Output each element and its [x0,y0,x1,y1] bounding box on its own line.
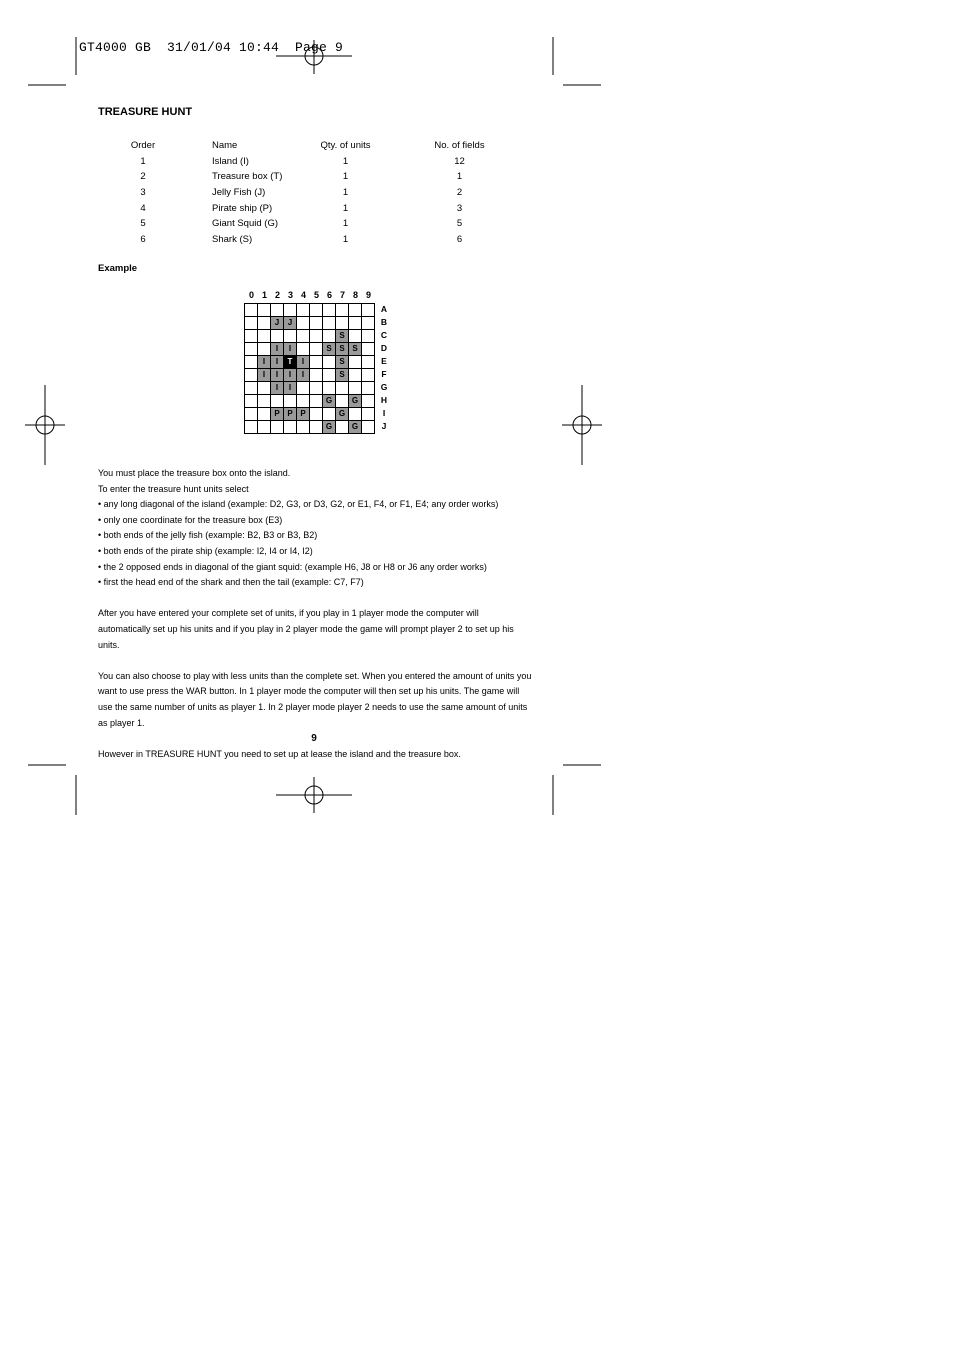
grid-column-label: 8 [352,290,358,300]
grid-cell: G [349,421,362,434]
grid-cell [349,369,362,382]
grid-cell [323,330,336,343]
cell-order: 4 [140,202,146,214]
grid-cell [245,330,258,343]
grid-cell [258,317,271,330]
grid-cell [284,421,297,434]
page-number: 9 [311,733,317,744]
grid-cell [310,408,323,421]
table-row [98,185,526,201]
grid-cell: I [297,356,310,369]
print-slug: GT4000 GB 31/01/04 10:44 Page 9 [79,40,344,55]
grid-cell [362,382,375,395]
grid-row-label: G [380,382,388,392]
grid-cell: J [271,317,284,330]
grid-row-label: C [380,330,388,340]
grid-cell [323,369,336,382]
grid-cell [362,304,375,317]
grid-cell: P [284,408,297,421]
grid-cell [323,356,336,369]
grid-cell [245,408,258,421]
grid-cell [323,382,336,395]
grid-cell: I [271,369,284,382]
grid-cell [362,343,375,356]
grid-cell [245,317,258,330]
grid-cell [297,330,310,343]
example-label: Example [98,263,138,274]
grid-cell: S [336,343,349,356]
grid-cell [284,330,297,343]
grid-cell [362,317,375,330]
grid-cell: S [349,343,362,356]
cell-order: 5 [140,218,146,230]
grid-cell [362,421,375,434]
grid-cell [310,317,323,330]
column-header-order: Order [130,140,156,152]
grid-cell [336,304,349,317]
table-row [98,216,526,232]
grid-cell [362,408,375,421]
list-item: • any long diagonal of the island (example: D2, G3, or D3, G2, or E1, F4, or F1, E4; any order works) [98,499,499,510]
units-table [98,138,526,247]
grid-cell: I [284,382,297,395]
section-title: TREASURE HUNT [98,106,193,118]
grid-cell [297,304,310,317]
grid-cell [258,395,271,408]
grid-cell [258,343,271,356]
grid-cell [336,395,349,408]
list-item: • the 2 opposed ends in diagonal of the giant squid: (example H6, J8 or H8 or J6 any order works) [98,561,487,572]
grid-row-label: D [380,343,388,353]
grid-column-label: 9 [365,290,371,300]
intro-line: You must place the treasure box onto the island. [98,468,291,478]
list-item: • first the head end of the shark and then the tail (example: C7, F7) [98,577,364,588]
grid-cell: T [284,356,297,369]
list-item: • both ends of the jelly fish (example: B2, B3 or B3, B2) [98,530,318,541]
grid-cell [336,382,349,395]
table-row [98,232,526,248]
grid-cell [284,304,297,317]
grid-row-labels [378,303,390,433]
grid-cell [245,304,258,317]
grid-cell: I [271,356,284,369]
column-header-qty: Qty. of units [320,140,371,152]
grid-cell [245,343,258,356]
grid-cell [245,395,258,408]
grid-cell [245,369,258,382]
grid-cell [271,330,284,343]
grid-cell [271,421,284,434]
cell-qty: 1 [342,155,349,167]
grid-board [244,303,375,434]
cell-qty: 1 [342,187,349,199]
grid-row-label: A [380,304,388,314]
grid-cell [310,421,323,434]
grid-cell [310,395,323,408]
paragraph: You can also choose to play with less units than the complete set. When you entered the amount of units you want to use press the WAR button. In 1 player mode the computer will then set up his units. The game will use the same number of units as player 1. In 2 player mode player 2 needs to use the same amount of units as player 1. [98,670,532,728]
grid-cell [258,330,271,343]
grid-column-labels [244,290,384,302]
grid-cell [349,408,362,421]
grid-row-label: E [381,356,387,366]
table-row [98,154,526,170]
grid-cell [349,317,362,330]
table-row [98,200,526,216]
cell-qty: 1 [342,202,349,214]
grid-cell: G [336,408,349,421]
grid-cell [245,356,258,369]
grid-cell: I [284,343,297,356]
grid-cell [284,395,297,408]
cell-qty: 1 [342,233,349,245]
intro-line: To enter the treasure hunt units select [98,483,249,494]
grid-row-label: F [381,369,387,379]
grid-cell: S [336,330,349,343]
grid-cell: S [336,356,349,369]
cell-fields: 3 [456,202,463,214]
grid-cell [245,421,258,434]
grid-column-label: 3 [287,290,293,300]
grid-cell: I [284,369,297,382]
table-row [98,169,526,185]
grid-cell [297,382,310,395]
grid-cell [310,330,323,343]
cell-fields: 12 [454,155,465,167]
grid-cell [297,343,310,356]
grid-cell: I [271,382,284,395]
grid-cell [271,395,284,408]
grid-row-label: B [380,317,388,327]
grid-cell [310,304,323,317]
grid-row-label: H [380,395,388,405]
grid-cell: I [258,369,271,382]
grid-cell [349,356,362,369]
grid-cell: P [271,408,284,421]
grid-cell [297,317,310,330]
grid-cell [362,356,375,369]
grid-cell [271,304,284,317]
cell-order: 2 [140,171,146,183]
grid-cell [349,382,362,395]
grid-cell [310,343,323,356]
grid-cell [349,304,362,317]
grid-column-label: 7 [339,290,345,300]
grid-cell [258,304,271,317]
list-item: • both ends of the pirate ship (example: I2, I4 or I4, I2) [98,545,313,556]
grid-cell [349,330,362,343]
cell-fields: 6 [456,233,463,245]
grid-cell [310,369,323,382]
instructions [98,466,532,762]
grid-cell: P [297,408,310,421]
cell-name: Treasure box (T) [212,171,283,183]
grid-column-label: 4 [300,290,306,300]
grid-cell: G [349,395,362,408]
cell-qty: 1 [342,218,349,230]
grid-cell [362,330,375,343]
grid-cell [310,356,323,369]
grid-cell: J [284,317,297,330]
cell-name: Pirate ship (P) [212,202,273,214]
grid-column-label: 2 [274,290,280,300]
cell-order: 3 [140,187,146,199]
cell-name: Island (I) [212,155,249,167]
grid-cell [297,395,310,408]
grid-column-label: 0 [248,290,254,300]
grid-cell: I [258,356,271,369]
grid-column-label: 1 [261,290,267,300]
cell-name: Shark (S) [212,233,253,245]
column-header-name: Name [212,140,238,152]
grid-cell [297,421,310,434]
grid-cell [323,317,336,330]
grid-column-label: 5 [313,290,319,300]
column-header-fields: No. of fields [434,140,485,152]
grid-cell: G [323,421,336,434]
cell-qty: 1 [342,171,349,183]
grid-cell [336,317,349,330]
grid-row-label: I [382,408,386,418]
table-header-row [98,138,526,154]
grid-cell: S [323,343,336,356]
grid-cell: I [297,369,310,382]
grid-cell: S [336,369,349,382]
paragraph: However in TREASURE HUNT you need to set up at lease the island and the treasure box. [98,748,461,759]
cell-order: 1 [140,155,146,167]
grid-cell [362,369,375,382]
grid-cell: I [271,343,284,356]
grid-column-label: 6 [326,290,332,300]
paragraph: After you have entered your complete set of units, if you play in 1 player mode the computer will automatically set up his units and if you play in 2 player mode the game will prompt player 2 to set up his units. [98,608,514,650]
cell-name: Giant Squid (G) [212,218,278,230]
cell-name: Jelly Fish (J) [212,187,266,199]
grid-cell [310,382,323,395]
grid-cell [323,304,336,317]
cell-fields: 5 [456,218,463,230]
cell-fields: 1 [456,171,463,183]
grid-cell [323,408,336,421]
grid-cell [258,408,271,421]
grid-cell [362,395,375,408]
unit-selection-list [98,497,532,591]
grid-cell [336,421,349,434]
grid-cell: G [323,395,336,408]
grid-cell [258,421,271,434]
grid-cell [245,382,258,395]
list-item: • only one coordinate for the treasure box (E3) [98,514,283,525]
grid-cell [258,382,271,395]
cell-order: 6 [140,233,146,245]
grid-row-label: J [381,421,387,431]
cell-fields: 2 [456,187,463,199]
